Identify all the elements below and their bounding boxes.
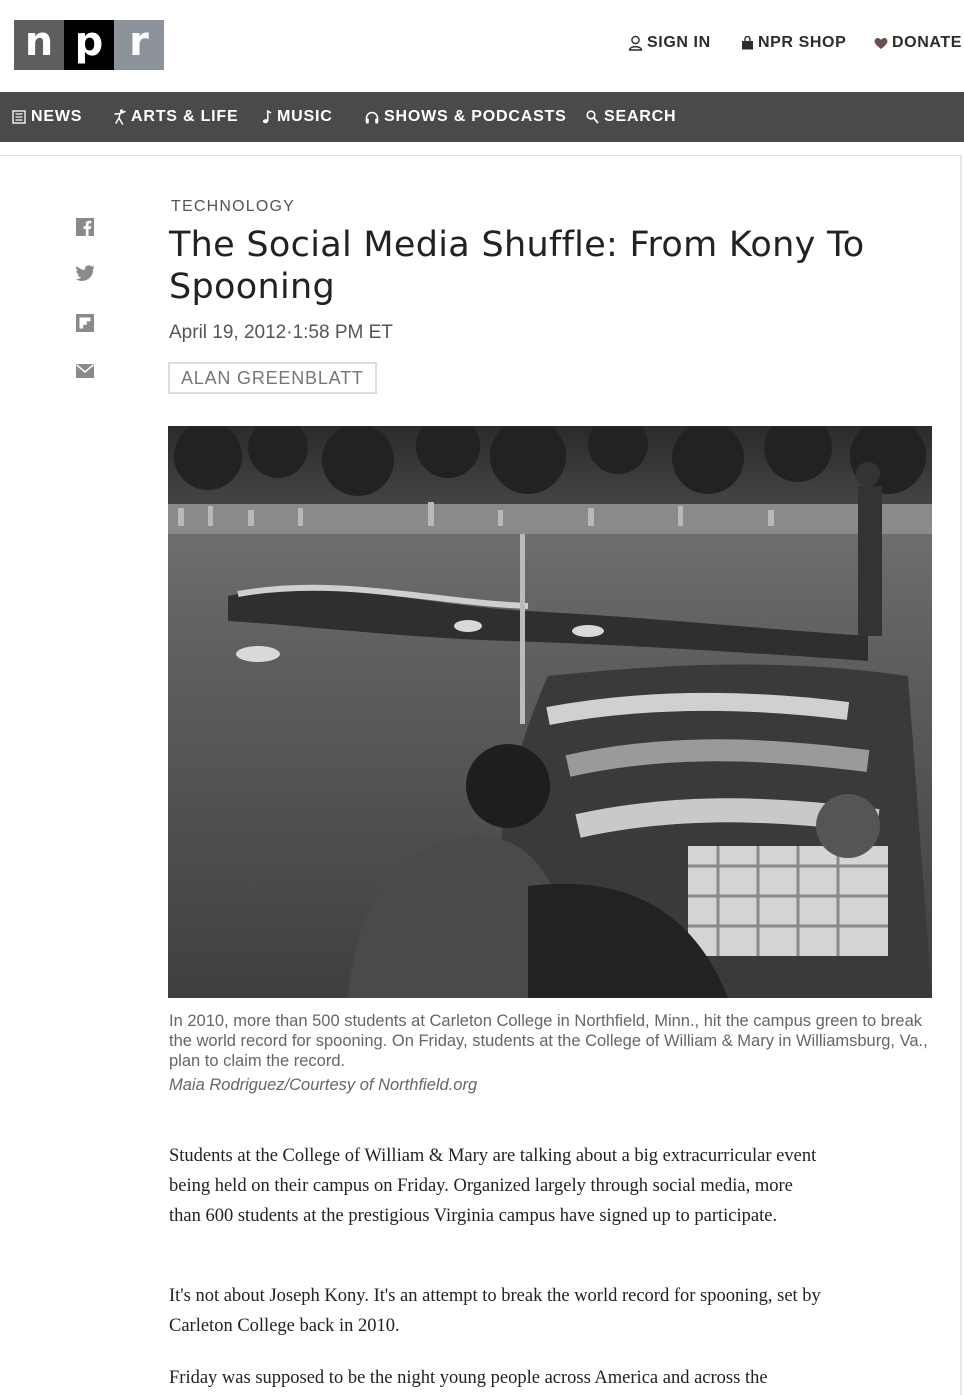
npr-shop-link[interactable] [741,34,846,52]
logo-letter-n: n [14,20,64,70]
arts-icon [114,109,126,125]
twitter-icon [76,265,95,281]
article-dateline [169,322,393,344]
donate-link[interactable] [874,34,962,52]
photo-students-spooning-image [168,426,932,998]
article-photo[interactable] [168,426,932,998]
email-icon [76,364,94,378]
nav-label-news: NEWS [31,108,83,125]
logo-letter-r: r [114,20,164,70]
nav-item-music[interactable] [262,92,333,142]
news-icon [12,110,26,124]
article-slug[interactable]: TECHNOLOGY [171,198,296,215]
article-date: April 19, 2012 [169,322,287,343]
dateline-separator: · [286,322,293,343]
story-paragraph-3: Friday was supposed to be the night young people across America and across the [169,1368,768,1388]
photo-credit: Maia Rodriguez/Courtesy of Northfield.org [169,1076,478,1094]
share-flipboard-button[interactable] [75,313,95,333]
user-icon [628,35,643,51]
logo-letter-p: p [64,20,114,70]
nav-label-music: MUSIC [277,108,333,125]
search-icon [586,110,599,124]
sign-in-label: SIGN IN [647,34,711,51]
nav-label-shows-podcasts: SHOWS & PODCASTS [384,108,567,125]
share-email-button[interactable] [75,361,95,381]
story-paragraph-2: It's not about Joseph Kony. It's an attempt to break the world record for spooning, set by Carleton College back in 2010. [169,1286,821,1336]
byline-author-button[interactable]: ALAN GREENBLATT [168,362,377,394]
nav-item-news[interactable] [12,92,82,142]
nav-item-arts-life[interactable] [114,92,238,142]
story-paragraph-1: Students at the College of William & Mary are talking about a big extracurricular event being held on their campus on Friday. Organized largely through social media, more than 600 students at the prestigious Virginia campus have signed up to participate. [169,1146,817,1226]
article-time: 1:58 PM ET [292,322,393,343]
sign-in-link[interactable] [628,34,711,52]
npr-logo[interactable] [14,20,164,70]
share-twitter-button[interactable] [75,263,95,283]
site-header [0,0,964,92]
facebook-icon [76,218,94,236]
donate-label: DONATE [892,34,962,51]
nav-item-search[interactable] [586,92,676,142]
heart-icon [874,37,888,50]
article-title: The Social Media Shuffle: From Kony To Spooning [169,225,865,307]
music-note-icon [262,110,272,124]
flipboard-icon [76,314,94,332]
main-nav [0,92,964,142]
nav-label-search: SEARCH [604,108,677,125]
headphones-icon [365,111,379,124]
npr-shop-label: NPR SHOP [758,34,847,51]
nav-label-arts-life: ARTS & LIFE [131,108,239,125]
photo-caption: In 2010, more than 500 students at Carleton College in Northfield, Minn., hit the campus green to break the world record for spooning. On Friday, students at the College of William & Mary in Williamsburg, Va., plan to claim the record. [169,1012,928,1070]
share-facebook-button[interactable] [75,217,95,237]
nav-item-shows-podcasts[interactable] [365,92,567,142]
shopping-bag-icon [741,36,754,50]
